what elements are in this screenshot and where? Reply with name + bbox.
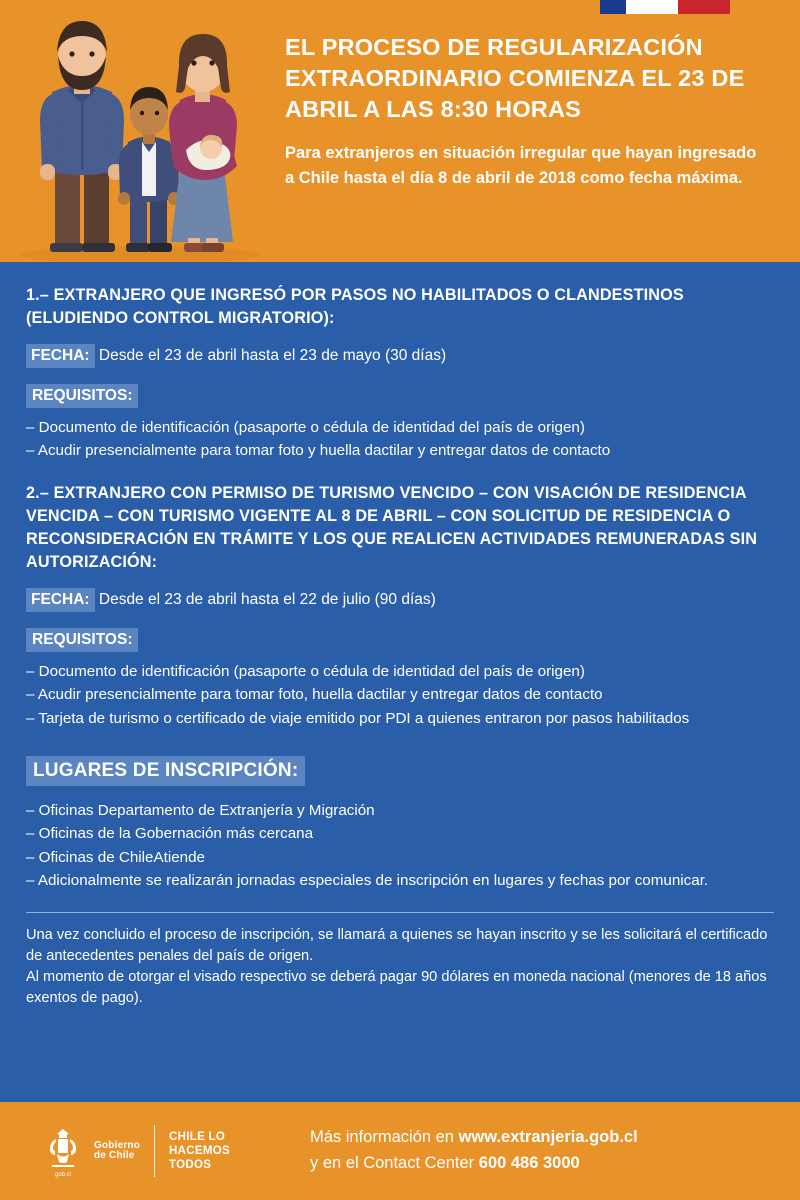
footer-logo-group	[0, 1123, 285, 1179]
fecha-label: FECHA:	[26, 588, 95, 612]
flag-blue-stripe	[600, 0, 626, 14]
section-2-requisitos-list	[26, 661, 774, 730]
flag-white-stripe	[626, 0, 678, 14]
footer-info-prefix: Más información en	[310, 1128, 459, 1147]
header-banner	[0, 0, 800, 262]
header-subtitle: Para extranjeros en situación irregular que hayan ingresado a Chile hasta el día 8 de abril de 2018 como fecha máxima.	[285, 144, 757, 187]
footnote-line-1: Una vez concluido el proceso de inscripción, se llamará a quienes se hayan inscrito y se les solicitará el certificado de antecedentes penales del país de origen.	[26, 926, 768, 964]
list-item: – Tarjeta de turismo o certificado de viaje emitido por PDI a quienes entraron por pasos habilitados	[26, 709, 690, 727]
section-2	[26, 482, 774, 730]
gobierno-de-chile-wordmark	[94, 1141, 140, 1162]
family-illustration	[0, 0, 285, 262]
footnote-line-2: Al momento de otorgar el visado respectivo se deberá pagar 90 dólares en moneda nacional (menores de 18 años exentos de pago).	[26, 969, 767, 1007]
lugares-list	[26, 800, 774, 892]
list-item: – Documento de identificación (pasaporte o cédula de identidad del país de origen)	[26, 418, 585, 436]
lugares-title: LUGARES DE INSCRIPCIÓN:	[26, 756, 305, 786]
footer-phone-line	[310, 1151, 638, 1177]
claim-text	[169, 1130, 230, 1172]
section-1-requisitos-list	[26, 417, 774, 462]
fecha-value: Desde el 23 de abril hasta el 23 de mayo (30 días)	[98, 347, 447, 364]
logo-url-text: gob.cl	[54, 1172, 72, 1178]
section-2-title: 2.– EXTRANJERO CON PERMISO DE TURISMO VENCIDO – CON VISACIÓN DE RESIDENCIA VENCIDA – CON TURISMO VIGENTE AL 8 DE ABRIL – CON SOLICITUD DE RESIDENCIA O RECONSIDERACIÓN EN TRÁMITE Y LOS QUE REALICEN ACTIVIDADES REMUNERADAS SIN AUTORIZACIÓN:	[26, 483, 758, 571]
section-1-requisitos-label: REQUISITOS:	[26, 384, 138, 408]
contact-phone-number: 600 486 3000	[478, 1154, 580, 1172]
list-item: – Oficinas de la Gobernación más cercana	[26, 825, 314, 843]
claim-line-1: CHILE LO	[169, 1130, 226, 1143]
website-link[interactable]: www.extranjeria.gob.cl	[458, 1128, 638, 1147]
list-item: – Acudir presencialmente para tomar foto y huella dactilar y entregar datos de contacto	[26, 442, 611, 460]
list-item: – Acudir presencialmente para tomar foto, huella dactilar y entregar datos de contacto	[26, 686, 603, 704]
list-item: – Oficinas de ChileAtiende	[26, 848, 205, 866]
section-2-requisitos-label: REQUISITOS:	[26, 628, 138, 652]
header-title: EL PROCESO DE REGULARIZACIÓN EXTRAORDINARIO COMIENZA EL 23 DE ABRIL A LAS 8:30 HORAS	[285, 34, 745, 123]
flag-red-stripe	[678, 0, 730, 14]
father-figure	[40, 21, 124, 252]
logo-line-2: de Chile	[94, 1150, 135, 1161]
claim-line-2: HACEMOS	[169, 1144, 230, 1157]
section-1-fecha	[26, 344, 774, 368]
list-item: – Documento de identificación (pasaporte o cédula de identidad del país de origen)	[26, 662, 585, 680]
footnote-divider	[26, 912, 774, 913]
footer-bar	[0, 1102, 800, 1200]
chile-flag-icon	[600, 0, 730, 14]
section-lugares	[26, 750, 774, 892]
footer-website-line	[310, 1125, 638, 1151]
claim-line-3: TODOS	[169, 1159, 212, 1171]
logo-line-1: Gobierno	[94, 1139, 141, 1151]
list-item: – Oficinas Departamento de Extranjería y Migración	[26, 801, 375, 819]
fecha-label: FECHA:	[26, 344, 95, 368]
main-content	[0, 262, 800, 1102]
section-1	[26, 284, 774, 462]
mother-figure	[169, 34, 237, 252]
fecha-value: Desde el 23 de abril hasta el 22 de julio (90 días)	[98, 590, 436, 608]
boy-figure	[118, 87, 180, 252]
footer-contact-prefix: y en el Contact Center	[310, 1154, 479, 1172]
section-1-title: 1.– EXTRANJERO QUE INGRESÓ POR PASOS NO HABILITADOS O CLANDESTINOS (ELUDIENDO CONTROL MIGRATORIO):	[26, 286, 684, 327]
list-item: – Adicionalmente se realizarán jornadas especiales de inscripción en lugares y fechas por comunicar.	[26, 872, 709, 890]
footer-contact-info	[285, 1125, 638, 1176]
logo-divider	[154, 1125, 155, 1177]
header-text-block	[285, 32, 765, 191]
coat-of-arms-icon	[46, 1123, 80, 1179]
footnote-block	[26, 925, 774, 1010]
section-2-fecha	[26, 588, 774, 612]
